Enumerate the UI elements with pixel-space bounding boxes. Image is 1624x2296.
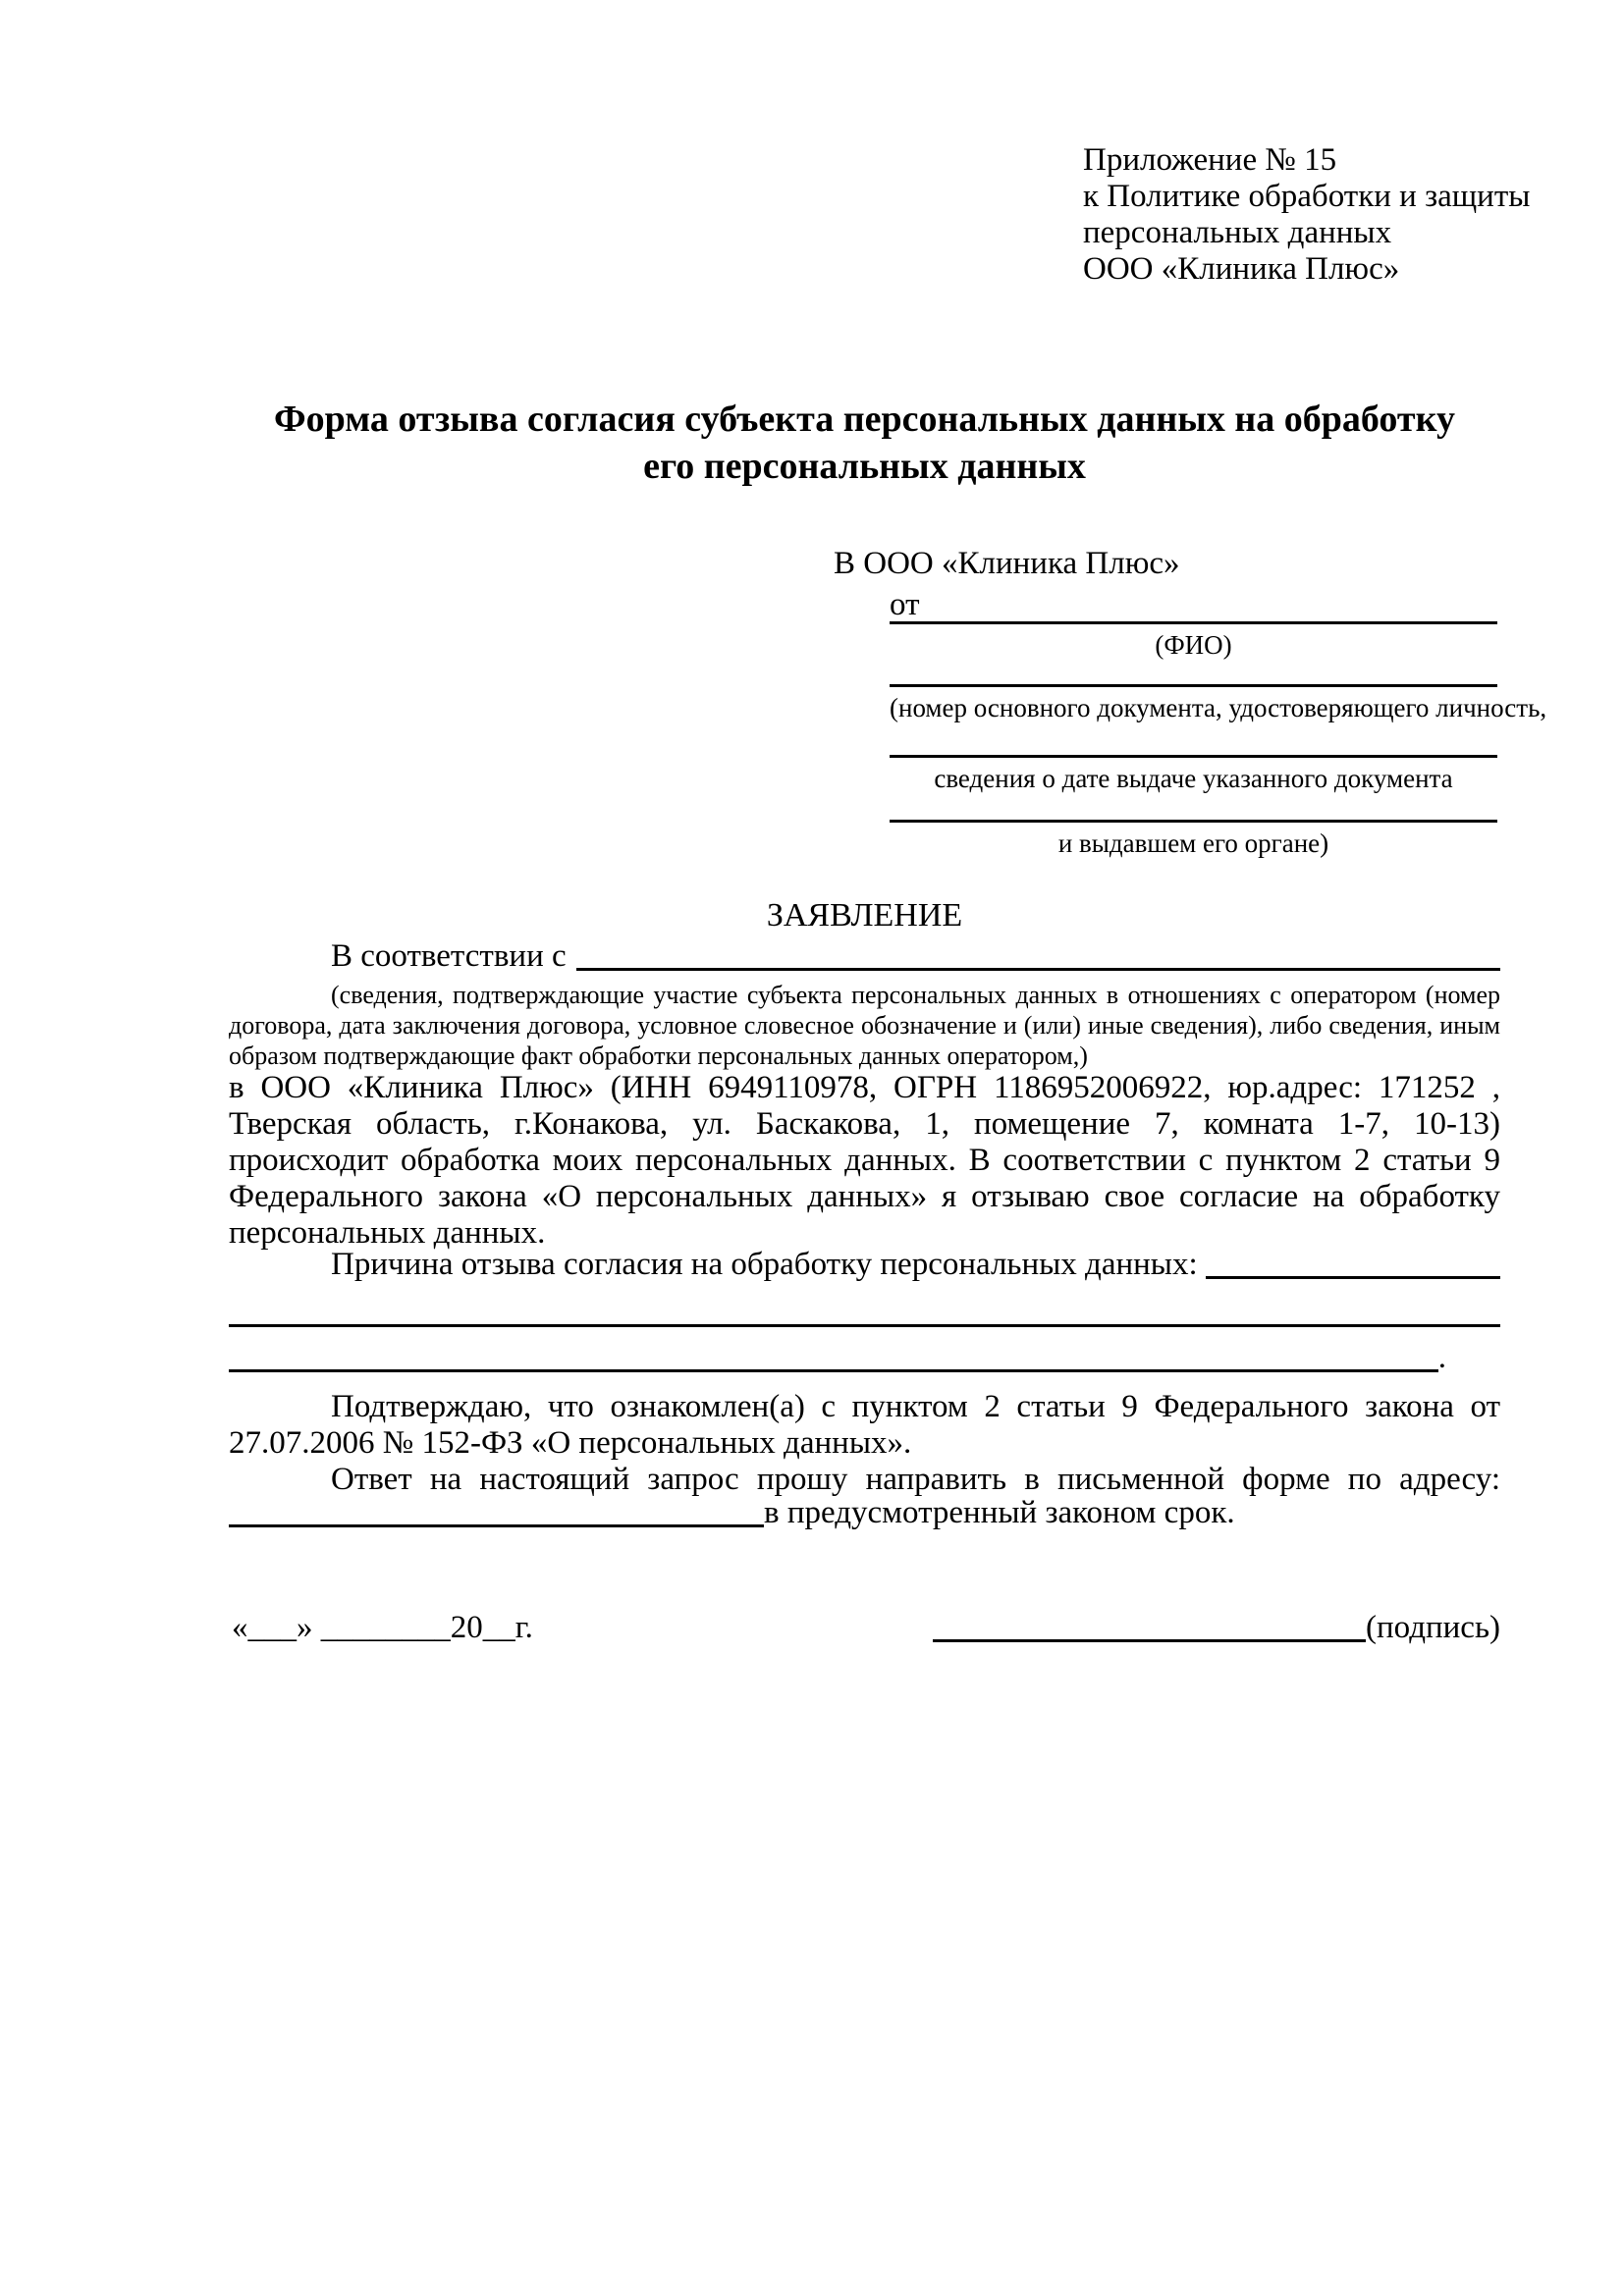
appendix-note-line: к Политике обработки и защиты: [1083, 179, 1531, 214]
appendix-note-line: ООО «Клиника Плюс»: [1083, 251, 1400, 287]
intro-prefix: В соответствии с: [331, 938, 567, 974]
page-title-line: его персональных данных: [643, 446, 1086, 487]
reason-blank-line-2: [229, 1338, 1500, 1377]
signature-row: [933, 1608, 1500, 1647]
issue-date-fill-line: [890, 755, 1497, 758]
addressee-from-label: от: [890, 587, 920, 622]
page-title-line: Форма отзыва согласия субъекта персональных данных на обработку: [274, 399, 1455, 440]
confirmation-paragraph: Подтверждаю, что ознакомлен(а) с пунктом 2 статьи 9 Федерального закона от 27.07.2006 № 152-ФЗ «О персональных данных».: [229, 1389, 1500, 1461]
reason-blank-line-1: [229, 1324, 1500, 1327]
signature-label: (подпись): [1366, 1610, 1500, 1645]
document-number-fill-line: [890, 684, 1497, 687]
statement-heading: ЗАЯВЛЕНИЕ: [766, 897, 963, 934]
reason-prefix: Причина отзыва согласия на обработку персональных данных:: [331, 1247, 1198, 1282]
reply-request-paragraph: Ответ на настоящий запрос прошу направить в письменной форме по адресу:: [331, 1462, 1500, 1497]
appendix-note-line: Приложение № 15: [1083, 142, 1337, 178]
issuing-authority-fill-line: [890, 820, 1497, 823]
reply-suffix: в предусмотренный законом срок.: [764, 1495, 1235, 1530]
intro-footnote: (сведения, подтверждающие участие субъекта персональных данных в отношениях с оператором (номер договора, дата заключения договора, условное словесное обозначение и (или) иные сведения), либо сведения, иным образом подтверждающие факт обработки персональных данных оператором,): [229, 981, 1500, 1070]
appendix-note: [1083, 142, 1530, 288]
date-fill-line: «___» ________20__г.: [232, 1610, 533, 1645]
reply-address-fill-line: [229, 1524, 764, 1527]
appendix-note-line: персональных данных: [1083, 215, 1392, 250]
intro-fill-line: [576, 968, 1500, 971]
addressee-organization: В ООО «Клиника Плюс»: [834, 546, 1180, 581]
statement-body: в ООО «Клиника Плюс» (ИНН 6949110978, ОГРН 1186952006922, юр.адрес: 171252 , Тверская область, г.Конакова, ул. Баскакова, 1, помещение 7, комната 1-7, 10-13) происходит обработка моих персональных данных. В соответствии с пунктом 2 статьи 9 Федерального закона «О персональных данных» я отзываю свое согласие на обработку персональных данных.: [229, 1070, 1500, 1251]
signature-fill-line: [933, 1639, 1366, 1642]
intro-row: [229, 936, 1500, 976]
issuing-authority-field-label: и выдавшем его органе): [1057, 828, 1329, 858]
issue-date-field-label: сведения о дате выдаче указанного документа: [934, 764, 1453, 793]
reply-address-row: [229, 1493, 1500, 1532]
reason-fill-line: [1206, 1276, 1500, 1279]
page-title: [229, 396, 1500, 490]
fio-fill-line: [890, 621, 1497, 624]
fio-field-label: (ФИО): [1155, 630, 1232, 660]
reason-row: [229, 1245, 1500, 1284]
document-number-field-label: (номер основного документа, удостоверяющего личность,: [890, 693, 1547, 722]
reason-blank-line-2-rule: [229, 1369, 1438, 1372]
reason-blank-line-terminator: .: [1437, 1340, 1446, 1375]
